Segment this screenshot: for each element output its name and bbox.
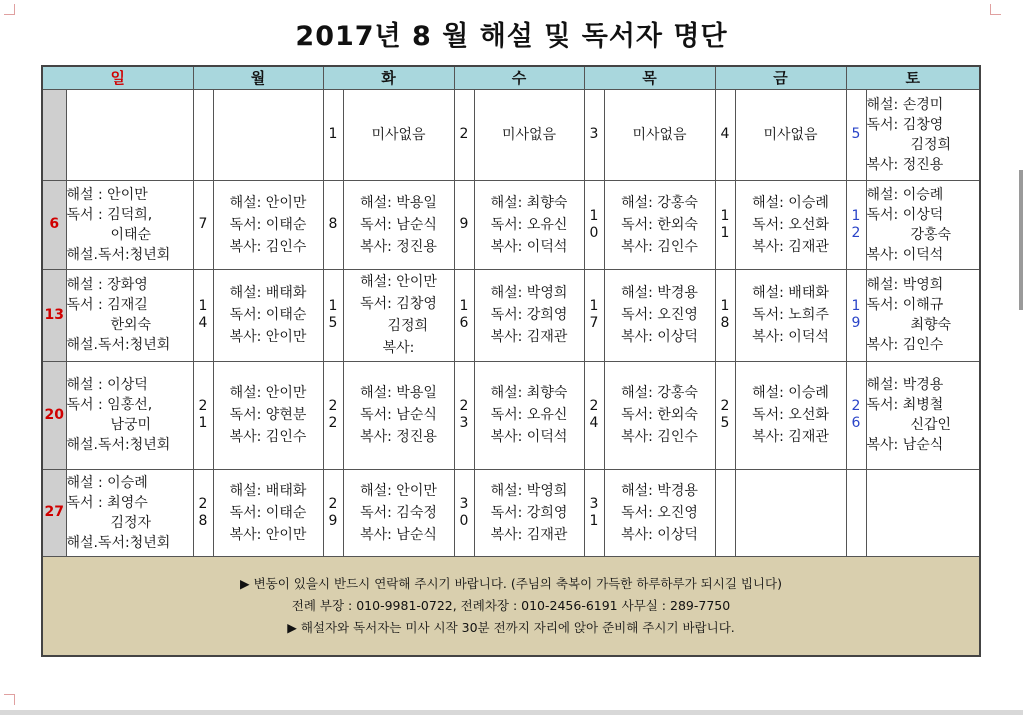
assignment-line: 독서: 김숙정 [360, 504, 437, 521]
date-number-tue: 2 9 [323, 469, 343, 556]
assignment-line: 독서 : 김재길 [66, 297, 148, 314]
day-cell-mon [213, 180, 323, 269]
date-number-sat: 1 9 [846, 269, 866, 361]
day-cell-sun [66, 361, 193, 469]
day-cell-fri [735, 269, 846, 361]
assignment-line: 해설.독서:청년회 [66, 534, 171, 551]
assignment-line: 복사: 김인수 [621, 238, 698, 255]
day-cell-sun [66, 180, 193, 269]
assignment-line: 독서 : 임홍선, [66, 397, 153, 414]
assignment-line: 해설: 박경용 [866, 377, 944, 394]
assignment-line: 독서: 김창영 [866, 116, 944, 133]
assignment-line: 복사: 이덕석 [490, 429, 568, 446]
date-number-sat [846, 469, 866, 556]
date-number-thu: 1 7 [584, 269, 604, 361]
date-number-wed: 9 [454, 180, 474, 269]
assignment-line: 독서: 이상덕 [866, 206, 944, 223]
assignment-line: 독서: 이태순 [229, 216, 307, 233]
assignment-line: 해설: 배태화 [229, 482, 307, 499]
assignment-line: 복사: 안이만 [229, 329, 307, 346]
assignment-line: 김정희 [910, 136, 952, 153]
date-number-thu: 3 1 [584, 469, 604, 556]
day-cell-fri [735, 89, 846, 180]
date-number-tue: 1 [323, 89, 343, 180]
assignment-line: 독서: 오선화 [752, 216, 829, 233]
assignment-line: 복사: 김인수 [229, 429, 307, 446]
weekday-wed: 수 [454, 66, 584, 89]
week-row [42, 180, 980, 269]
day-cell-wed [474, 269, 584, 361]
assignment-line: 복사: 김재관 [752, 238, 829, 255]
assignment-line: 독서: 한외숙 [621, 216, 698, 233]
assignment-line: 해설: 배태화 [229, 285, 307, 302]
assignment-line: 해설: 안이만 [229, 385, 307, 402]
assignment-line: 해설: 안이만 [229, 194, 307, 211]
assignment-line: 복사: 정진용 [360, 238, 437, 255]
assignment-line: 독서 : 최영수 [66, 494, 148, 511]
date-number-sat: 2 6 [846, 361, 866, 469]
week-row [42, 469, 980, 556]
assignment-line: 복사: 김인수 [229, 238, 307, 255]
assignment-line: 해설: 박영희 [866, 277, 944, 294]
scroll-edge [1019, 170, 1023, 310]
assignment-line: 해설: 최향숙 [490, 385, 568, 402]
assignment-line: 해설: 배태화 [752, 285, 829, 302]
assignment-line: 미사없음 [763, 126, 818, 143]
assignment-line: 미사없음 [371, 126, 426, 143]
assignment-line: 독서: 이해규 [866, 297, 944, 314]
week-row [42, 269, 980, 361]
assignment-line: 신갑인 [910, 417, 952, 434]
day-cell-sat [866, 361, 980, 469]
assignment-line: 김정희 [387, 318, 429, 335]
assignment-line: 해설: 강홍숙 [621, 385, 698, 402]
assignment-line: 해설: 박용일 [360, 194, 437, 211]
assignment-line: 독서: 오진영 [621, 307, 698, 324]
day-cell-sun [66, 469, 193, 556]
assignment-line: 해설 : 이승례 [66, 474, 148, 491]
assignment-line: 미사없음 [501, 126, 557, 143]
day-cell-thu [604, 361, 715, 469]
schedule-table [41, 65, 981, 657]
day-cell-mon [213, 361, 323, 469]
assignment-line: 최향숙 [910, 317, 952, 334]
day-cell-fri [735, 361, 846, 469]
week-row [42, 89, 980, 180]
assignment-line: 독서: 최병철 [866, 397, 944, 414]
notice-line-phone-numbers: 전례 부장 : 010-9981-0722, 전례차장 : 010-2456-6191 사무실 : 289-7750 [291, 597, 731, 613]
day-cell-mon [213, 269, 323, 361]
day-cell-tue [343, 180, 454, 269]
assignment-line: 남궁미 [110, 417, 152, 434]
assignment-line: 해설.독서:청년회 [66, 437, 171, 454]
assignment-line: 해설: 이승례 [866, 186, 944, 203]
date-number-wed: 3 0 [454, 469, 474, 556]
date-number-sun: 27 [42, 469, 66, 556]
crop-mark [990, 4, 1001, 15]
day-cell-wed [474, 361, 584, 469]
assignment-line: 복사: 남순식 [360, 526, 437, 543]
assignment-line: 독서: 오유신 [490, 407, 568, 424]
assignment-line: 이태순 [110, 226, 152, 243]
weekday-tue: 화 [323, 66, 454, 89]
assignment-line: 복사: 김인수 [866, 337, 944, 354]
day-cell-wed [474, 89, 584, 180]
day-cell-wed [474, 180, 584, 269]
date-number-sun: 13 [42, 269, 66, 361]
date-number-fri: 2 5 [715, 361, 735, 469]
assignment-line: 독서: 남순식 [360, 407, 437, 424]
weekday-thu: 목 [584, 66, 715, 89]
assignment-line: 복사: 정진용 [360, 429, 437, 446]
assignment-line: 해설: 박경용 [621, 482, 698, 499]
date-number-mon: 1 4 [193, 269, 213, 361]
notice-line-arrival: ▶ 해설자와 독서자는 미사 시작 30분 전까지 자리에 앉아 준비해 주시기 바랍니다. [287, 619, 735, 635]
week-row [42, 361, 980, 469]
day-cell-sun [66, 269, 193, 361]
assignment-line: 해설: 강홍숙 [621, 194, 698, 211]
weekday-sun: 일 [42, 66, 193, 89]
day-cell-fri [735, 469, 846, 556]
assignment-line: 복사: 김인수 [621, 429, 698, 446]
assignment-line: 독서: 강희영 [490, 307, 568, 324]
date-number-tue: 1 5 [323, 269, 343, 361]
day-cell-sat [866, 469, 980, 556]
day-cell-sat [866, 180, 980, 269]
assignment-line: 복사: 이상덕 [621, 329, 698, 346]
assignment-line: 복사: 남순식 [866, 437, 944, 454]
assignment-line: 해설: 최향숙 [490, 194, 568, 211]
day-cell-tue [343, 361, 454, 469]
date-number-tue: 8 [323, 180, 343, 269]
assignment-line: 독서: 오진영 [621, 504, 698, 521]
date-number-sat: 5 [846, 89, 866, 180]
assignment-line: 강홍숙 [910, 226, 952, 243]
day-cell-mon [213, 89, 323, 180]
crop-mark [4, 694, 15, 705]
date-number-fri: 1 8 [715, 269, 735, 361]
assignment-line: 복사: 김재관 [752, 429, 829, 446]
date-number-sun: 6 [42, 180, 66, 269]
assignment-line: 한외숙 [110, 317, 152, 334]
date-number-wed: 2 [454, 89, 474, 180]
assignment-line: 복사: 이덕석 [866, 246, 944, 263]
assignment-line: 독서: 강희영 [490, 504, 568, 521]
assignment-line: 미사없음 [632, 126, 687, 143]
assignment-line: 해설: 이승례 [752, 385, 829, 402]
bottom-edge [0, 710, 1023, 715]
day-cell-wed [474, 469, 584, 556]
assignment-line: 독서: 남순식 [360, 216, 437, 233]
day-cell-tue [343, 469, 454, 556]
assignment-line: 해설: 박영희 [490, 482, 568, 499]
weekday-fri: 금 [715, 66, 846, 89]
day-cell-fri [735, 180, 846, 269]
assignment-line: 해설: 박경용 [621, 285, 698, 302]
crop-mark [4, 4, 15, 15]
day-cell-sun [66, 89, 193, 180]
day-cell-sat [866, 269, 980, 361]
assignment-line: 복사: 안이만 [229, 526, 307, 543]
assignment-line: 해설: 손경미 [866, 96, 944, 113]
assignment-line: 복사: 이덕석 [490, 238, 568, 255]
assignment-line: 독서: 노희주 [752, 307, 829, 324]
date-number-fri: 4 [715, 89, 735, 180]
date-number-sun: 20 [42, 361, 66, 469]
assignment-line: 복사: 김재관 [490, 329, 568, 346]
assignment-line: 해설: 박영희 [490, 285, 568, 302]
date-number-mon: 2 1 [193, 361, 213, 469]
assignment-line: 복사: 이상덕 [621, 526, 698, 543]
day-cell-thu [604, 89, 715, 180]
assignment-line: 복사: 김재관 [490, 526, 568, 543]
weekday-sat: 토 [846, 66, 980, 89]
assignment-line: 독서: 김창영 [360, 296, 437, 313]
assignment-line: 해설 : 안이만 [66, 186, 148, 203]
assignment-line: 해설 : 장화영 [66, 277, 148, 294]
assignment-line: 해설 : 이상덕 [66, 377, 148, 394]
assignment-line: 해설.독서:청년회 [66, 246, 171, 263]
date-number-thu: 1 0 [584, 180, 604, 269]
day-cell-tue [343, 269, 454, 361]
page-title: 2017년 8 월 해설 및 독서자 명단 [295, 21, 728, 52]
assignment-line: 독서: 오유신 [490, 216, 568, 233]
date-number-wed: 1 6 [454, 269, 474, 361]
date-number-mon: 7 [193, 180, 213, 269]
assignment-line: 복사: 정진용 [866, 156, 944, 173]
date-number-sat: 1 2 [846, 180, 866, 269]
day-cell-sat [866, 89, 980, 180]
assignment-line: 독서: 오선화 [752, 407, 829, 424]
day-cell-tue [343, 89, 454, 180]
date-number-mon [193, 89, 213, 180]
assignment-line: 해설.독서:청년회 [66, 337, 171, 354]
date-number-fri [715, 469, 735, 556]
date-number-thu: 3 [584, 89, 604, 180]
weekday-header-row [42, 66, 980, 89]
weekday-mon: 월 [193, 66, 323, 89]
footer-notice [42, 556, 980, 656]
date-number-sun [42, 89, 66, 180]
day-cell-thu [604, 180, 715, 269]
assignment-line: 해설: 안이만 [360, 482, 437, 499]
date-number-tue: 2 2 [323, 361, 343, 469]
date-number-thu: 2 4 [584, 361, 604, 469]
assignment-line: 해설: 이승례 [752, 194, 829, 211]
date-number-wed: 2 3 [454, 361, 474, 469]
date-number-fri: 1 1 [715, 180, 735, 269]
day-cell-thu [604, 469, 715, 556]
notice-line-contact-request: ▶ 변동이 있을시 반드시 연락해 주시기 바랍니다. (주님의 축복이 가득한 하루하루가 되시길 빕니다) [240, 575, 782, 591]
assignment-line: 독서: 양현분 [229, 407, 307, 424]
assignment-line: 독서: 한외숙 [621, 407, 698, 424]
assignment-line: 해설: 안이만 [360, 274, 437, 291]
assignment-line: 복사: [382, 340, 415, 357]
assignment-line: 독서: 이태순 [229, 504, 307, 521]
assignment-line: 독서 : 김덕희, [66, 206, 153, 223]
assignment-line: 독서: 이태순 [229, 307, 307, 324]
assignment-line: 해설: 박용일 [360, 385, 437, 402]
assignment-line: 김정자 [110, 514, 152, 531]
day-cell-thu [604, 269, 715, 361]
day-cell-mon [213, 469, 323, 556]
date-number-mon: 2 8 [193, 469, 213, 556]
assignment-line: 복사: 이덕석 [752, 329, 829, 346]
